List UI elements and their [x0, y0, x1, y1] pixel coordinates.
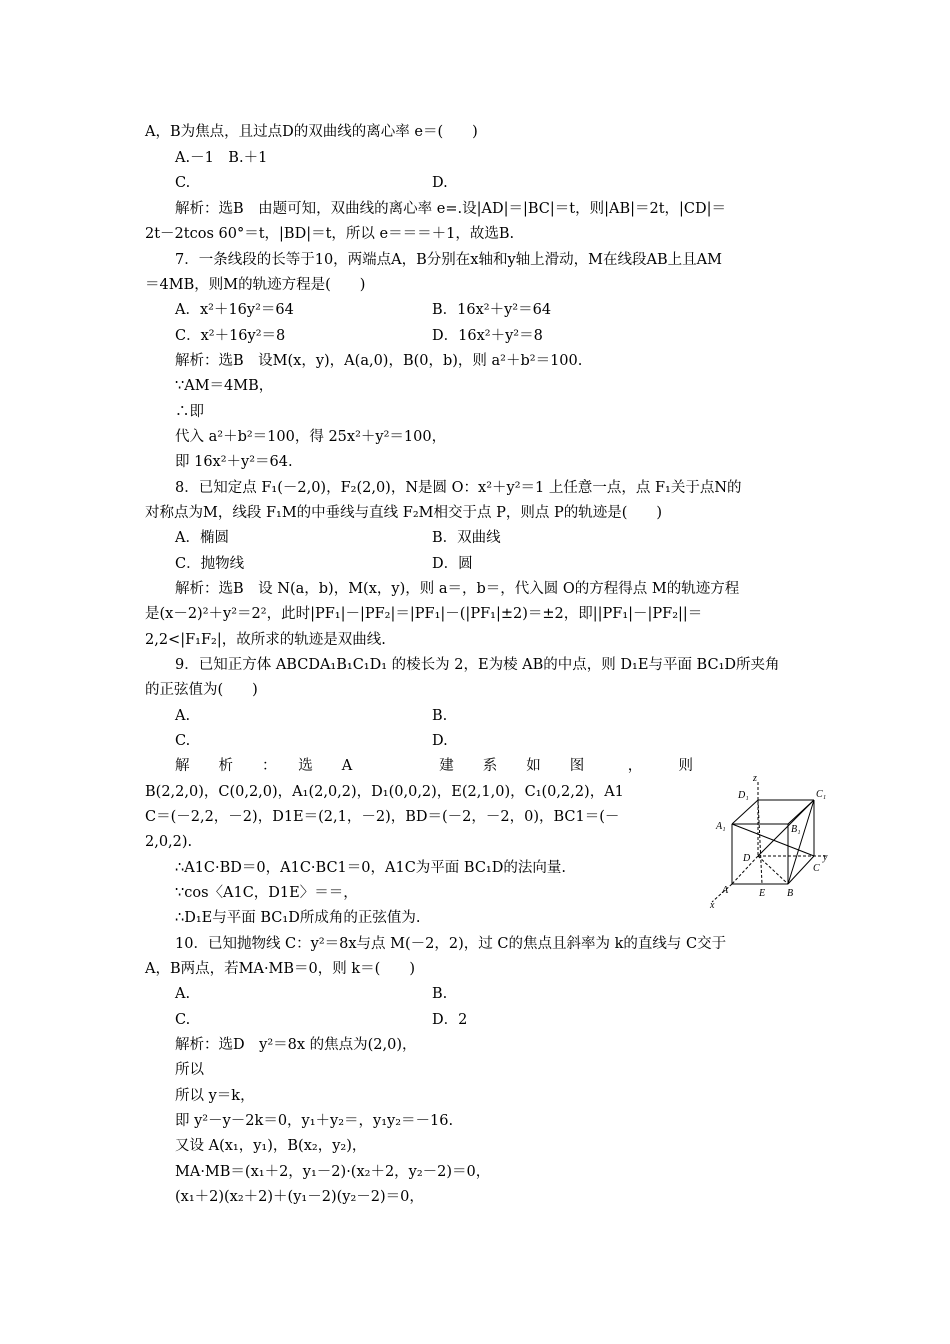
text-line: 解析：选D y²＝8x 的焦点为(2,0)， [175, 1037, 417, 1053]
text-line: 解 析 ： 选 A 建 系 如 图 ， 则 [175, 758, 693, 774]
text-line: 即 16x²＋y²＝64. [175, 454, 293, 470]
text-line: 8．已知定点 F₁(－2,0)，F₂(2,0)，N是圆 O：x²＋y²＝1 上任意一点，点 F₁关于点N的 [175, 480, 742, 496]
text-line: 所以 y＝k， [175, 1088, 255, 1104]
text-line: 2,0,2). [145, 834, 193, 850]
text-line: MA·MB＝(x₁＋2，y₁－2)·(x₂＋2，y₂－2)＝0， [175, 1164, 491, 1180]
text-line: ∴D₁E与平面 BC₁D所成角的正弦值为. [175, 910, 421, 926]
text-line: B. [432, 986, 448, 1002]
text-line: ∴即 [175, 404, 204, 420]
text-line: B．双曲线 [432, 530, 501, 546]
text-line: 解析：选B 设 N(a，b)，M(x，y)，则 a＝，b＝，代入圆 O的方程得点 M的轨迹方程 [175, 581, 740, 597]
text-line: 10．已知抛物线 C：y²＝8x与点 M(－2，2)，过 C的焦点且斜率为 k的直线与 C交于 [175, 936, 727, 952]
figure-label: C₁ [816, 789, 827, 800]
text-line: 代入 a²＋b²＝100，得 25x²＋y²＝100， [175, 429, 447, 445]
text-line: B(2,2,0)，C(0,2,0)，A₁(2,0,2)，D₁(0,0,2)，E(2,1,0)，C₁(0,2,2)，A1 [145, 784, 624, 800]
figure-label: E [759, 888, 766, 899]
figure-label: y [823, 852, 828, 863]
figure-label: D₁ [738, 790, 749, 801]
figure-label: z [753, 773, 757, 784]
text-line: 是(x－2)²＋y²＝2²，此时|PF₁|－|PF₂|＝|PF₁|－(|PF₁|±2)＝±2，即||PF₁|－|PF₂||＝ [145, 606, 703, 622]
text-line: C. [175, 175, 191, 191]
cube-figure [706, 772, 842, 908]
text-line: C. [175, 733, 191, 749]
text-line: A．x²＋16y²＝64 [175, 302, 294, 318]
text-line: 即 y²－y－2k＝0，y₁＋y₂＝，y₁y₂＝－16. [175, 1113, 454, 1129]
text-line: C＝(－2,2，－2)，D1E＝(2,1，－2)，BD＝(－2，－2，0)，BC1＝(－ [145, 809, 620, 825]
text-line: D. [432, 733, 448, 749]
text-line: 解析：选B 由题可知，双曲线的离心率 e=.设|AD|＝|BC|＝t，则|AB|＝2t，|CD|＝ [175, 201, 727, 217]
text-line: 对称点为M，线段 F₁M的中垂线与直线 F₂M相交于点 P，则点 P的轨迹是( ) [145, 505, 663, 521]
text-line: B. [432, 708, 448, 724]
figure-label: B [787, 888, 794, 899]
text-line: D. [432, 175, 448, 191]
text-line: 2,2<|F₁F₂|，故所求的轨迹是双曲线. [145, 632, 386, 648]
text-line: ∴A1C·BD＝0，A1C·BC1＝0，A1C为平面 BC₁D的法向量. [175, 860, 566, 876]
text-line: B．16x²＋y²＝64 [432, 302, 552, 318]
figure-label: x [710, 900, 715, 908]
text-line: 又设 A(x₁，y₁)，B(x₂，y₂)， [175, 1138, 367, 1154]
text-line: A，B两点，若MA·MB＝0，则 k＝( ) [145, 961, 415, 977]
text-line: A. [175, 708, 191, 724]
text-line: 9．已知正方体 ABCDA₁B₁C₁D₁ 的棱长为 2，E为棱 AB的中点，则 D₁E与平面 BC₁D所夹角 [175, 657, 780, 673]
text-line: A.－1 B.＋1 [175, 150, 268, 166]
text-line: C．抛物线 [175, 556, 245, 572]
text-line: C．x²＋16y²＝8 [175, 328, 286, 344]
text-line: 7．一条线段的长等于10，两端点A，B分别在x轴和y轴上滑动，M在线段AB上且AM [175, 252, 722, 268]
figure-label: B₁ [791, 824, 801, 835]
text-line: ∵AM＝4MB， [175, 378, 274, 394]
text-line: C. [175, 1012, 191, 1028]
figure-label: C [813, 863, 820, 874]
text-line: D．2 [432, 1012, 468, 1028]
text-line: A. [175, 986, 191, 1002]
text-line: D．16x²＋y²＝8 [432, 328, 543, 344]
text-line: (x₁＋2)(x₂＋2)＋(y₁－2)(y₂－2)＝0， [175, 1189, 424, 1205]
text-line: ∵cos〈A1C，D1E〉＝＝， [175, 885, 358, 901]
text-line: ＝4MB，则M的轨迹方程是( ) [145, 277, 366, 293]
text-line: A，B为焦点，且过点D的双曲线的离心率 e＝( ) [145, 124, 478, 140]
figure-label: D [743, 853, 751, 864]
text-line: 所以 [175, 1062, 204, 1078]
text-line: A．椭圆 [175, 530, 229, 546]
figure-label: A [722, 885, 729, 896]
text-line: D．圆 [432, 556, 473, 572]
text-line: 解析：选B 设M(x，y)，A(a,0)，B(0，b)，则 a²＋b²＝100. [175, 353, 583, 369]
text-line: 的正弦值为( ) [145, 682, 258, 698]
text-line: 2t－2tcos 60°＝t，|BD|＝t，所以 e＝＝＝＋1，故选B. [145, 226, 515, 242]
figure-label: A₁ [716, 821, 726, 832]
